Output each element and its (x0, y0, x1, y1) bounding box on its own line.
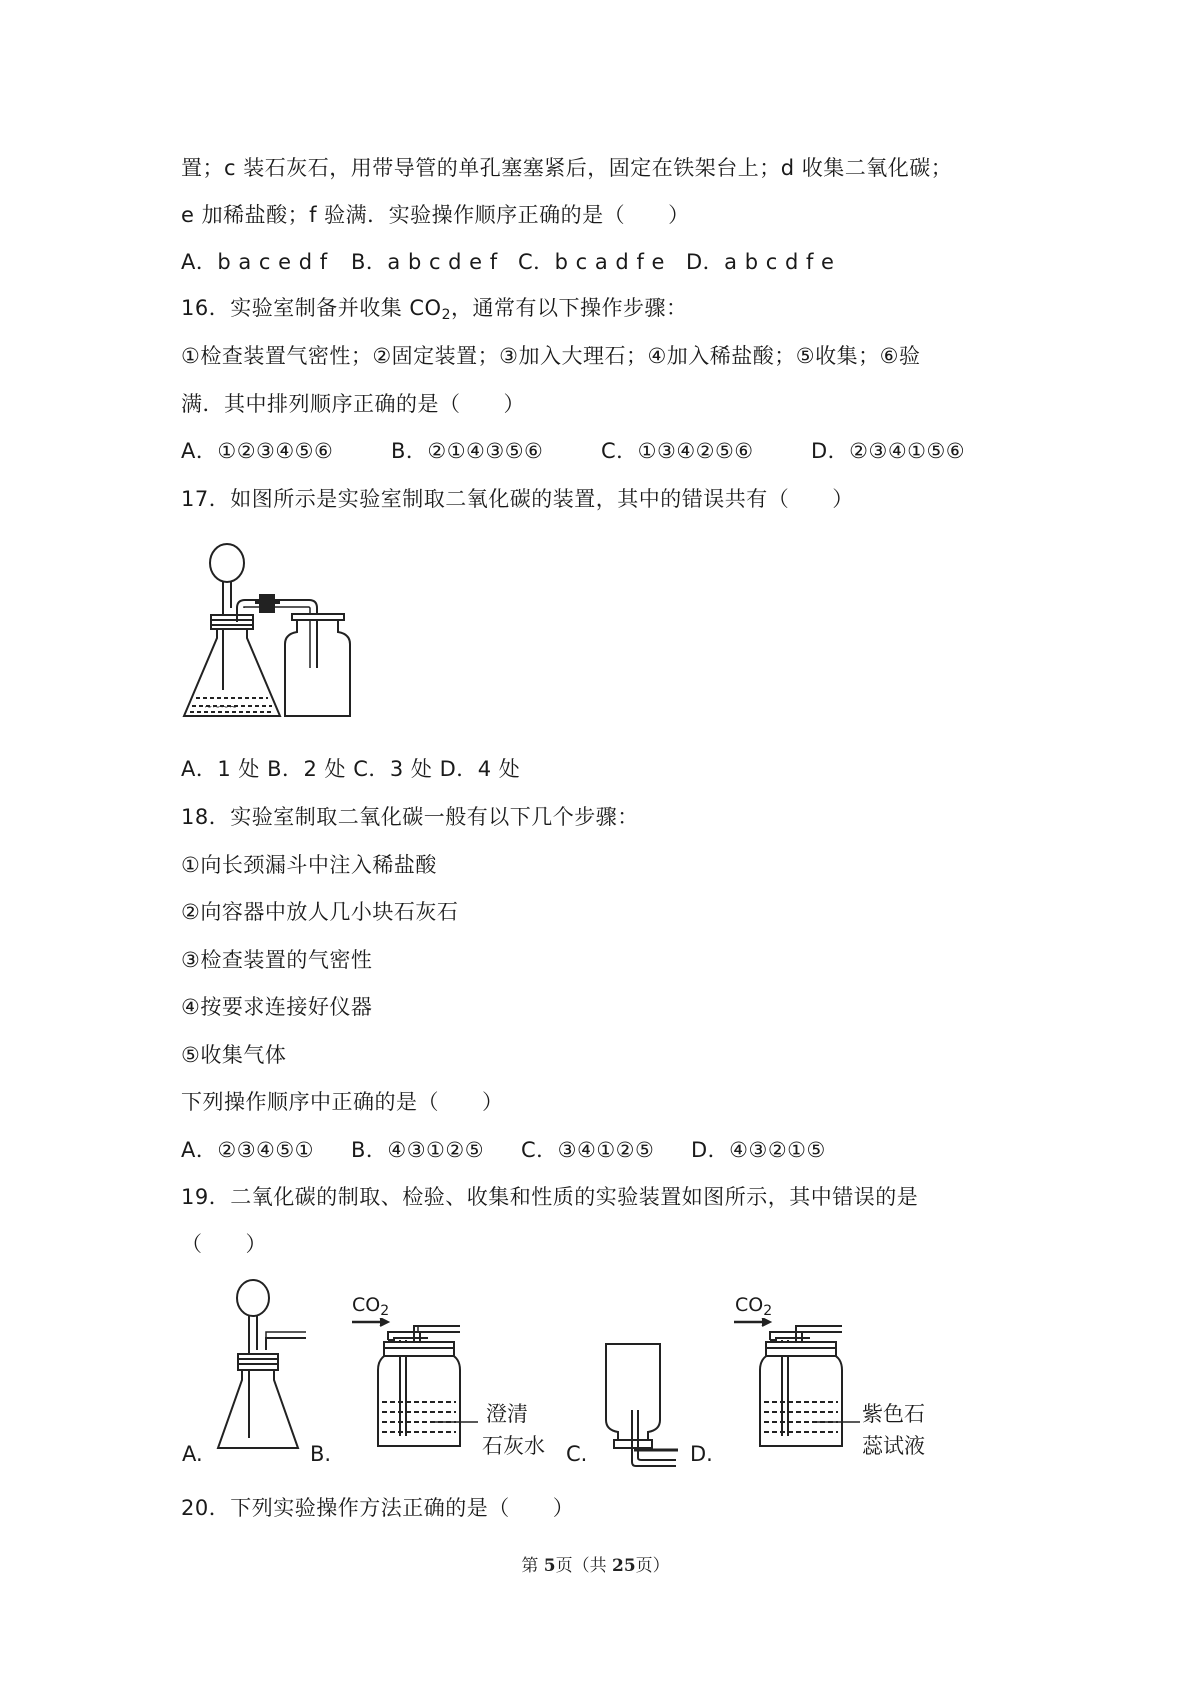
q18-option-c: C．③④①②⑤ (521, 1138, 655, 1162)
q19-liquid-d-line1: 紫色石 (862, 1402, 925, 1426)
q17-options: A．1 处 B．2 处 C．3 处 D．4 处 (181, 757, 521, 781)
q19-liquid-b-line1: 澄清 (486, 1402, 528, 1426)
q15-option-c: C．b c a d f e (518, 250, 665, 274)
page-footer: 第 5页（共 25页） (521, 1556, 670, 1576)
q19-liquid-d-line2: 蕊试液 (862, 1434, 925, 1458)
q18-option-b: B．④③①②⑤ (351, 1138, 485, 1162)
q15-option-a: A．b a c e d f (181, 250, 328, 274)
q16-option-b: B．②①④③⑤⑥ (391, 439, 544, 463)
q18-question: 下列操作顺序中正确的是（ ） (181, 1090, 504, 1114)
q16-line2: ①检查装置气密性；②固定装置；③加入大理石；④加入稀盐酸；⑤收集；⑥验 (181, 344, 921, 368)
q16-option-a: A．①②③④⑤⑥ (181, 439, 334, 463)
q19-stem-line2: （ ） (181, 1232, 267, 1256)
q17-apparatus-figure (182, 540, 372, 730)
q16-option-d: D．②③④①⑤⑥ (811, 439, 966, 463)
svg-text:~~~~: ~~~~ (204, 702, 238, 713)
q18-step-1: ①向长颈漏斗中注入稀盐酸 (181, 853, 437, 877)
q18-step-5: ⑤收集气体 (181, 1043, 287, 1067)
q17-stem: 17．如图所示是实验室制取二氧化碳的装置，其中的错误共有（ ） (181, 487, 854, 511)
q18-step-3: ③检查装置的气密性 (181, 948, 373, 972)
q19-figure-b (348, 1318, 488, 1454)
q20-stem: 20．下列实验操作方法正确的是（ ） (181, 1496, 575, 1520)
q18-option-d: D．④③②①⑤ (691, 1138, 826, 1162)
q19-figure-a (210, 1278, 310, 1458)
q15-option-d: D．a b c d f e (686, 250, 835, 274)
q19-label-c: C. (566, 1442, 588, 1466)
q18-options (181, 1136, 861, 1164)
q19-label-a: A. (182, 1442, 203, 1466)
q15-options (181, 248, 1001, 276)
q18-stem: 18．实验室制取二氧化碳一般有以下几个步骤： (181, 805, 639, 829)
q19-stem-line1: 19．二氧化碳的制取、检验、收集和性质的实验装置如图所示，其中错误的是 (181, 1185, 919, 1209)
q19-gas-b: $CO_2$ (352, 1294, 390, 1319)
q18-option-a: A．②③④⑤① (181, 1138, 314, 1162)
q19-gas-d: $CO_2$ (735, 1294, 773, 1319)
q15-option-b: B．a b c d e f (351, 250, 498, 274)
q19-figure-c (598, 1340, 680, 1470)
q18-step-2: ②向容器中放人几小块石灰石 (181, 900, 459, 924)
q15-line2: e 加稀盐酸；f 验满．实验操作顺序正确的是（ ） (181, 203, 690, 227)
q16-stem: 16．实验室制备并收集 $CO_2$，通常有以下操作步骤： (181, 296, 688, 323)
q16-options (181, 437, 1021, 465)
q15-line1: 置；c 装石灰石，用带导管的单孔塞塞紧后，固定在铁架台上；d 收集二氧化碳； (181, 156, 953, 180)
q19-label-b: B. (310, 1442, 332, 1466)
q18-step-4: ④按要求连接好仪器 (181, 995, 373, 1019)
q19-liquid-b-line2: 石灰水 (482, 1434, 545, 1458)
q16-option-c: C．①③④②⑤⑥ (601, 439, 754, 463)
q16-line3: 满．其中排列顺序正确的是（ ） (181, 392, 525, 416)
q19-label-d: D. (690, 1442, 713, 1466)
q19-figure-d (730, 1318, 870, 1454)
